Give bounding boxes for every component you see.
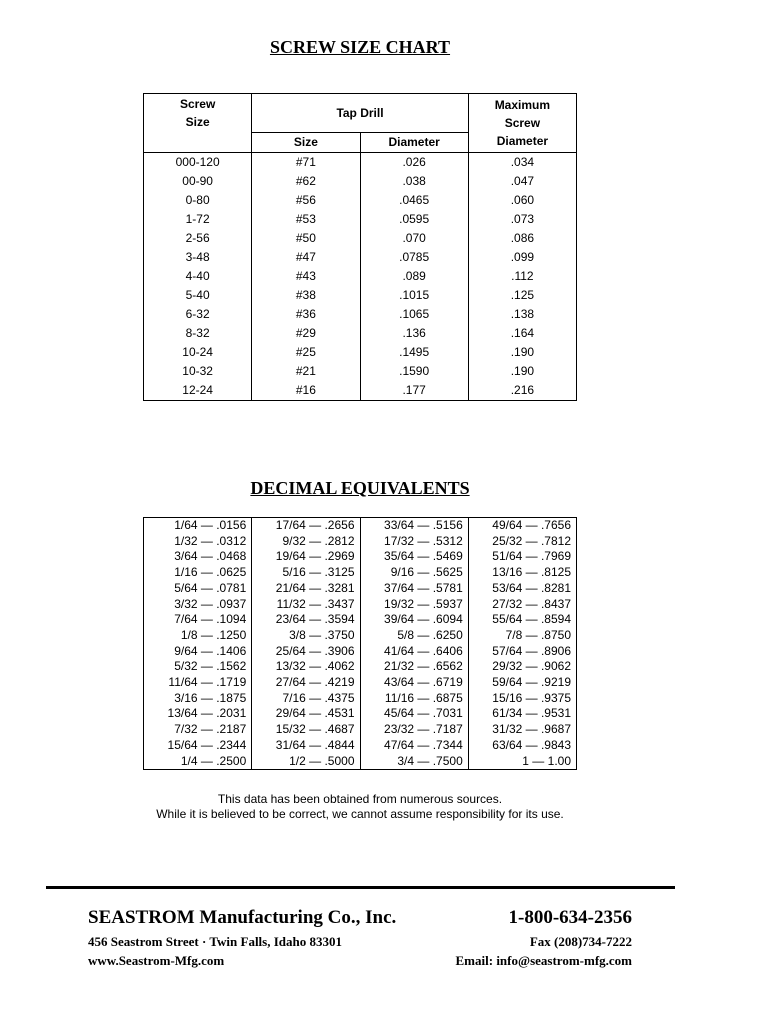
header-max-line1: Maximum xyxy=(494,98,551,112)
table-cell: 23/64 — .3594 xyxy=(252,612,360,628)
table-row xyxy=(144,210,577,229)
table-cell: 37/64 — .5781 xyxy=(360,581,468,597)
table-cell: 1/2 — .5000 xyxy=(252,754,360,770)
table-cell: 5/64 — .0781 xyxy=(144,581,252,597)
table-row xyxy=(144,644,577,660)
table-row xyxy=(144,286,577,305)
table-cell: 5/32 — .1562 xyxy=(144,659,252,675)
table-row xyxy=(144,153,577,173)
fax-number: Fax (208)734-7222 xyxy=(529,934,632,949)
table-cell: 29/64 — .4531 xyxy=(252,706,360,722)
header-size: Size xyxy=(252,133,360,153)
table-cell: #16 xyxy=(252,381,360,401)
table-cell: 7/8 — .8750 xyxy=(468,628,576,644)
table-cell: .190 xyxy=(468,362,576,381)
table-cell: .034 xyxy=(468,153,576,173)
table-cell: 5/16 — .3125 xyxy=(252,565,360,581)
table-cell: .190 xyxy=(468,343,576,362)
table-cell: #62 xyxy=(252,172,360,191)
table-cell: #36 xyxy=(252,305,360,324)
table-cell: 19/32 — .5937 xyxy=(360,597,468,613)
table-cell: 7/64 — .1094 xyxy=(144,612,252,628)
table-cell: 5-40 xyxy=(144,286,252,305)
header-screw-size xyxy=(144,94,252,133)
table-cell: 43/64 — .6719 xyxy=(360,675,468,691)
table-cell: 21/64 — .3281 xyxy=(252,581,360,597)
table-cell: 1 — 1.00 xyxy=(468,754,576,770)
table-cell: 39/64 — .6094 xyxy=(360,612,468,628)
table-cell: 35/64 — .5469 xyxy=(360,549,468,565)
table-cell: .216 xyxy=(468,381,576,401)
table-cell: 8-32 xyxy=(144,324,252,343)
table-cell: .038 xyxy=(360,172,468,191)
header-blank xyxy=(144,133,252,153)
decimal-equivalents-table xyxy=(143,517,577,770)
disclaimer-line-1: This data has been obtained from numerous sources. xyxy=(217,792,503,806)
table-cell: 9/16 — .5625 xyxy=(360,565,468,581)
table-cell: 13/64 — .2031 xyxy=(144,706,252,722)
table-cell: 33/64 — .5156 xyxy=(360,518,468,534)
table-row xyxy=(144,305,577,324)
table-cell: 15/64 — .2344 xyxy=(144,738,252,754)
table-cell: 17/32 — .5312 xyxy=(360,534,468,550)
table-row xyxy=(144,229,577,248)
table-cell: 45/64 — .7031 xyxy=(360,706,468,722)
table-row xyxy=(144,534,577,550)
table-cell: 31/32 — .9687 xyxy=(468,722,576,738)
table-cell: 7/32 — .2187 xyxy=(144,722,252,738)
table-cell: 1/8 — .1250 xyxy=(144,628,252,644)
header-tap-drill: Tap Drill xyxy=(252,94,469,133)
table-cell: 2-56 xyxy=(144,229,252,248)
header-max-line2: Screw xyxy=(504,116,541,130)
table-cell: .1590 xyxy=(360,362,468,381)
table-row xyxy=(144,675,577,691)
table-cell: .136 xyxy=(360,324,468,343)
table-cell: 57/64 — .8906 xyxy=(468,644,576,660)
table-cell: 12-24 xyxy=(144,381,252,401)
table-cell: .125 xyxy=(468,286,576,305)
table-cell: #47 xyxy=(252,248,360,267)
table-row xyxy=(144,612,577,628)
table-cell: 19/64 — .2969 xyxy=(252,549,360,565)
table-cell: #38 xyxy=(252,286,360,305)
table-row xyxy=(144,754,577,770)
table-cell: 3-48 xyxy=(144,248,252,267)
table-row xyxy=(144,362,577,381)
table-cell: 0-80 xyxy=(144,191,252,210)
table-cell: 13/16 — .8125 xyxy=(468,565,576,581)
table-cell: 7/16 — .4375 xyxy=(252,691,360,707)
table-cell: .086 xyxy=(468,229,576,248)
table-row xyxy=(144,343,577,362)
table-cell: .073 xyxy=(468,210,576,229)
table-row xyxy=(144,628,577,644)
table-cell: 3/4 — .7500 xyxy=(360,754,468,770)
table-cell: 5/8 — .6250 xyxy=(360,628,468,644)
table-cell: 1-72 xyxy=(144,210,252,229)
table-cell: .0465 xyxy=(360,191,468,210)
table-cell: 25/32 — .7812 xyxy=(468,534,576,550)
table-row xyxy=(144,172,577,191)
table-row xyxy=(144,691,577,707)
decimal-table-body xyxy=(144,518,577,770)
table-cell: 47/64 — .7344 xyxy=(360,738,468,754)
table-cell: 6-32 xyxy=(144,305,252,324)
table-cell: 00-90 xyxy=(144,172,252,191)
header-screw-size-line2: Size xyxy=(185,115,210,130)
table-cell: .089 xyxy=(360,267,468,286)
decimal-equivalents-title: DECIMAL EQUIVALENTS xyxy=(250,478,470,498)
table-cell: 9/32 — .2812 xyxy=(252,534,360,550)
table-cell: 49/64 — .7656 xyxy=(468,518,576,534)
table-cell: .177 xyxy=(360,381,468,401)
table-cell: 11/32 — .3437 xyxy=(252,597,360,613)
screw-table-body xyxy=(144,153,577,401)
table-cell: .099 xyxy=(468,248,576,267)
table-row xyxy=(144,706,577,722)
table-cell: 17/64 — .2656 xyxy=(252,518,360,534)
table-cell: 23/32 — .7187 xyxy=(360,722,468,738)
table-cell: #53 xyxy=(252,210,360,229)
table-row xyxy=(144,659,577,675)
table-cell: 3/32 — .0937 xyxy=(144,597,252,613)
disclaimer-line-2: While it is believed to be correct, we cannot assume responsibility for its use. xyxy=(156,807,564,821)
table-cell: #56 xyxy=(252,191,360,210)
table-cell: 41/64 — .6406 xyxy=(360,644,468,660)
table-row xyxy=(144,191,577,210)
table-cell: 1/32 — .0312 xyxy=(144,534,252,550)
table-cell: 15/16 — .9375 xyxy=(468,691,576,707)
table-cell: 4-40 xyxy=(144,267,252,286)
table-cell: 11/64 — .1719 xyxy=(144,675,252,691)
screw-size-table xyxy=(143,93,577,401)
table-row xyxy=(144,248,577,267)
table-cell: 3/16 — .1875 xyxy=(144,691,252,707)
header-max-line3: Diameter xyxy=(496,134,549,148)
header-diameter: Diameter xyxy=(360,133,468,153)
table-cell: 000-120 xyxy=(144,153,252,173)
website-link[interactable]: www.Seastrom-Mfg.com xyxy=(88,953,225,968)
table-cell: .1495 xyxy=(360,343,468,362)
table-row xyxy=(144,549,577,565)
table-cell: .0595 xyxy=(360,210,468,229)
table-row xyxy=(144,381,577,401)
company-address: 456 Seastrom Street · Twin Falls, Idaho 83301 xyxy=(88,934,342,949)
table-row xyxy=(144,738,577,754)
table-cell: 3/64 — .0468 xyxy=(144,549,252,565)
phone-number: 1-800-634-2356 xyxy=(508,907,632,928)
table-cell: 1/16 — .0625 xyxy=(144,565,252,581)
table-cell: .1065 xyxy=(360,305,468,324)
table-cell: 1/4 — .2500 xyxy=(144,754,252,770)
table-cell: 51/64 — .7969 xyxy=(468,549,576,565)
table-cell: .070 xyxy=(360,229,468,248)
footer-divider xyxy=(46,886,675,889)
table-cell: 27/64 — .4219 xyxy=(252,675,360,691)
email-link[interactable]: Email: info@seastrom-mfg.com xyxy=(455,953,632,968)
table-cell: 10-32 xyxy=(144,362,252,381)
table-cell: .060 xyxy=(468,191,576,210)
header-screw-size-line1: Screw xyxy=(179,97,216,112)
table-cell: #50 xyxy=(252,229,360,248)
table-cell: 25/64 — .3906 xyxy=(252,644,360,660)
table-row xyxy=(144,267,577,286)
table-cell: #21 xyxy=(252,362,360,381)
table-cell: .026 xyxy=(360,153,468,173)
table-cell: 59/64 — .9219 xyxy=(468,675,576,691)
table-cell: 55/64 — .8594 xyxy=(468,612,576,628)
table-cell: #43 xyxy=(252,267,360,286)
company-name: SEASTROM Manufacturing Co., Inc. xyxy=(88,907,397,928)
table-cell: #29 xyxy=(252,324,360,343)
header-max-screw-diameter xyxy=(468,94,576,153)
table-cell: 31/64 — .4844 xyxy=(252,738,360,754)
table-cell: .164 xyxy=(468,324,576,343)
table-cell: 1/64 — .0156 xyxy=(144,518,252,534)
table-cell: .112 xyxy=(468,267,576,286)
table-cell: 13/32 — .4062 xyxy=(252,659,360,675)
table-cell: 11/16 — .6875 xyxy=(360,691,468,707)
table-row xyxy=(144,581,577,597)
table-cell: 3/8 — .3750 xyxy=(252,628,360,644)
table-cell: 29/32 — .9062 xyxy=(468,659,576,675)
table-row xyxy=(144,722,577,738)
table-cell: #71 xyxy=(252,153,360,173)
screw-size-chart-title: SCREW SIZE CHART xyxy=(269,37,451,57)
table-cell: .138 xyxy=(468,305,576,324)
table-row xyxy=(144,565,577,581)
table-row xyxy=(144,518,577,534)
table-cell: 61/34 — .9531 xyxy=(468,706,576,722)
table-row xyxy=(144,597,577,613)
table-cell: .1015 xyxy=(360,286,468,305)
table-cell: .047 xyxy=(468,172,576,191)
table-cell: 53/64 — .8281 xyxy=(468,581,576,597)
table-cell: 9/64 — .1406 xyxy=(144,644,252,660)
table-cell: 21/32 — .6562 xyxy=(360,659,468,675)
table-cell: #25 xyxy=(252,343,360,362)
table-cell: 63/64 — .9843 xyxy=(468,738,576,754)
table-cell: 15/32 — .4687 xyxy=(252,722,360,738)
table-row xyxy=(144,324,577,343)
table-cell: 27/32 — .8437 xyxy=(468,597,576,613)
table-cell: .0785 xyxy=(360,248,468,267)
table-cell: 10-24 xyxy=(144,343,252,362)
